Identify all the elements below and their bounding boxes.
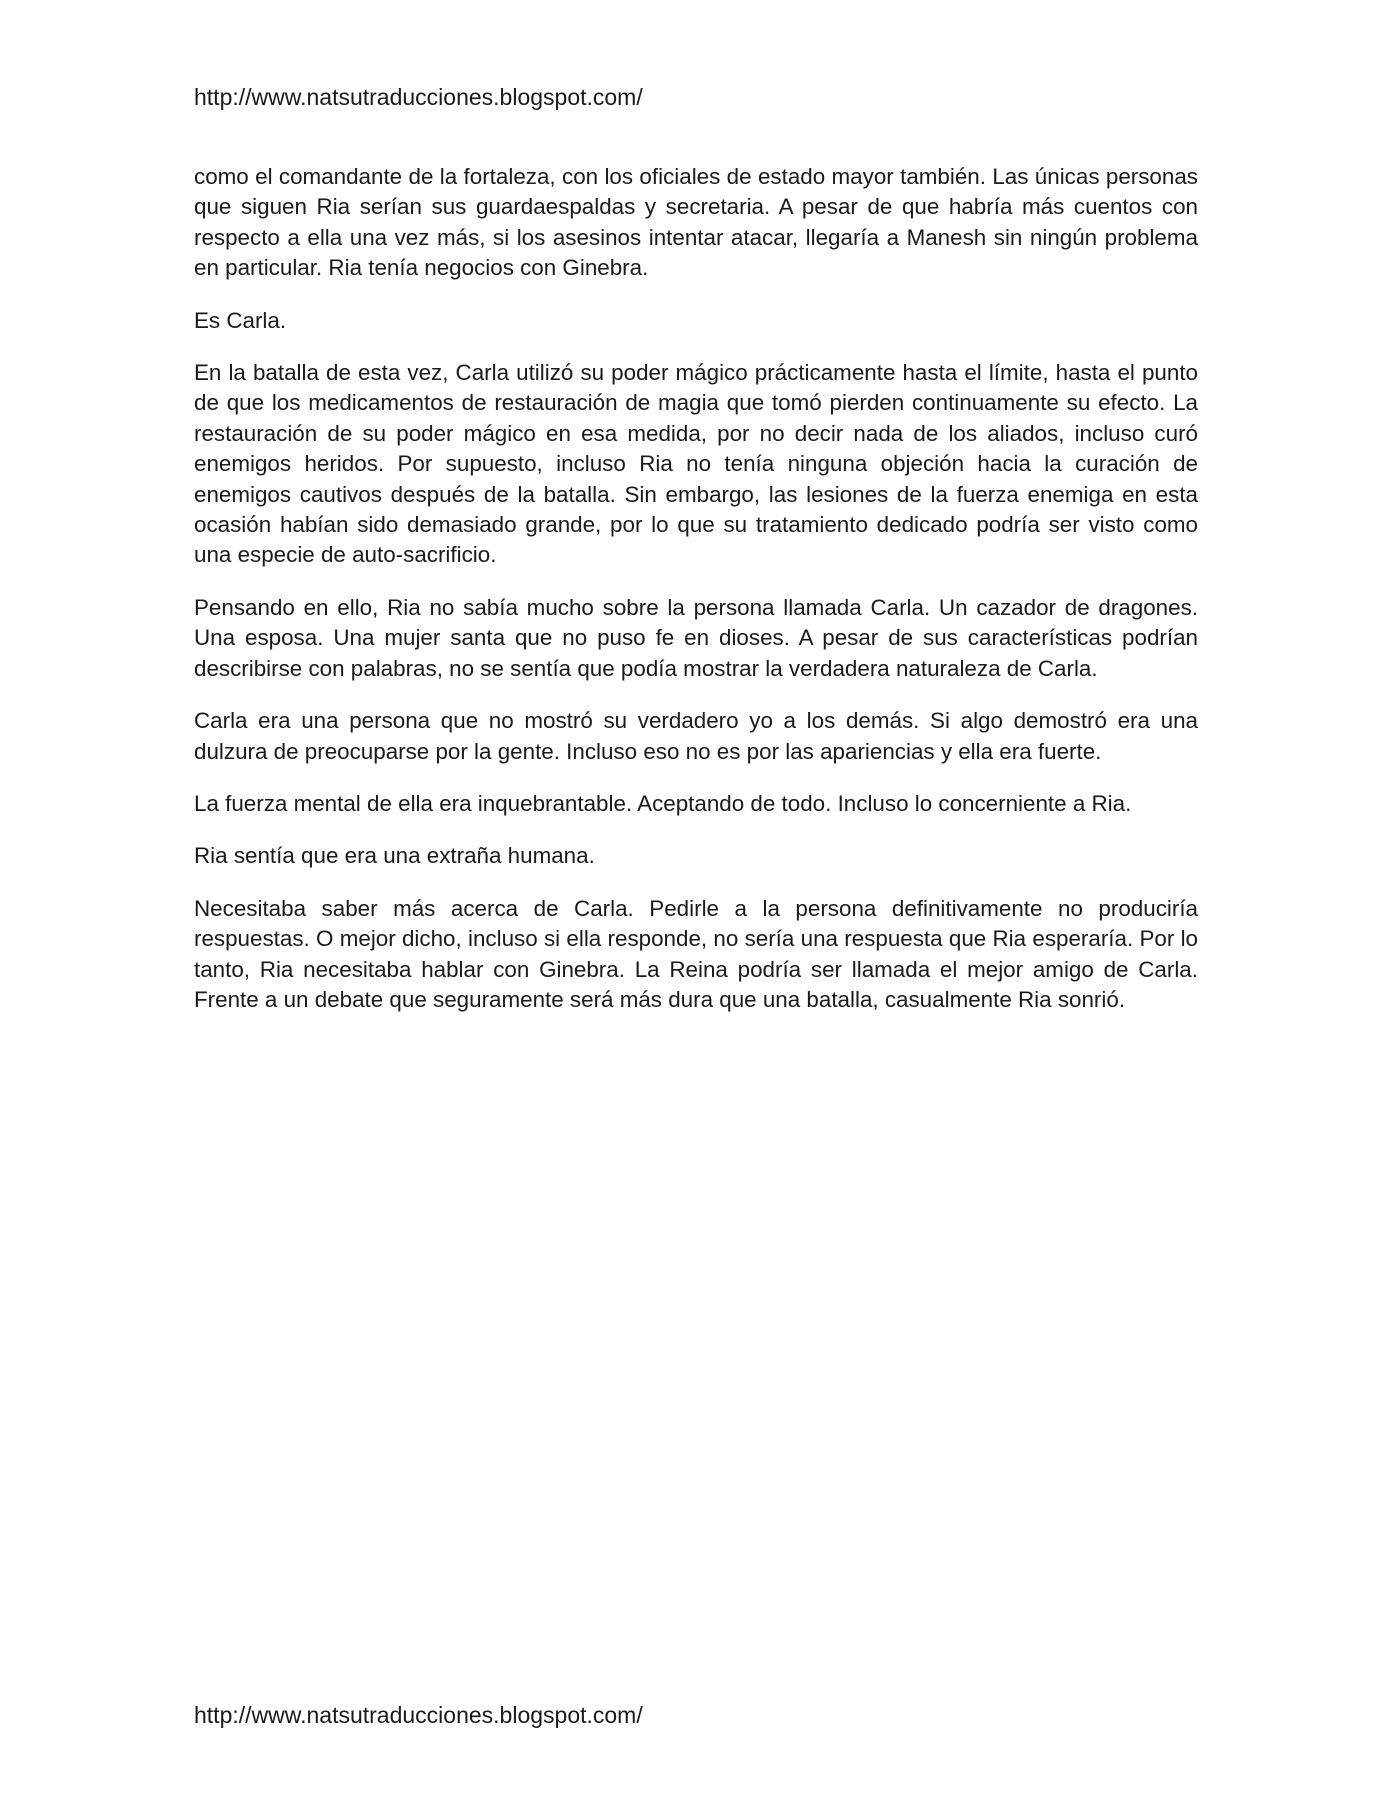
header-url: http://www.natsutraducciones.blogspot.com/ xyxy=(194,84,643,110)
footer-url: http://www.natsutraducciones.blogspot.com/ xyxy=(194,1702,643,1728)
paragraph-7: Ria sentía que era una extraña humana. xyxy=(194,843,595,869)
paragraph-8: Necesitaba saber más acerca de Carla. Pedirle a la persona definitivamente no produciría respuestas. O mejor dicho, incluso si ella responde, no sería una respuesta que Ria esperaría. Por lo tanto, Ria necesitaba hablar con Ginebra. La Reina podría ser llamada el mejor amigo de Carla. Frente a un debate que seguramente será más dura que una batalla, casualmente Ria sonrió. xyxy=(194,895,1198,1012)
paragraph-5: Carla era una persona que no mostró su verdadero yo a los demás. Si algo demostró era una dulzura de preocuparse por la gente. Incluso eso no es por las apariencias y ella era fuerte. xyxy=(194,708,1198,764)
paragraph-2: Es Carla. xyxy=(194,307,287,333)
paragraph-6: La fuerza mental de ella era inquebrantable. Aceptando de todo. Incluso lo concerniente a Ria. xyxy=(194,790,1132,816)
paragraph-4: Pensando en ello, Ria no sabía mucho sobre la persona llamada Carla. Un cazador de dragones. Una esposa. Una mujer santa que no puso fe en dioses. A pesar de sus características podrían describirse con palabras, no se sentía que podía mostrar la verdadera naturaleza de Carla. xyxy=(194,594,1198,681)
paragraph-1: como el comandante de la fortaleza, con los oficiales de estado mayor también. Las únicas personas que siguen Ria serían sus guardaespaldas y secretaria. A pesar de que habría más cuentos con respecto a ella una vez más, si los asesinos intentar atacar, llegaría a Manesh sin ningún problema en particular. Ria tenía negocios con Ginebra. xyxy=(194,164,1198,281)
paragraph-3: En la batalla de esta vez, Carla utilizó su poder mágico prácticamente hasta el límite, hasta el punto de que los medicamentos de restauración de magia que tomó pierden continuamente su efecto. La restauración de su poder mágico en esa medida, por no decir nada de los aliados, incluso curó enemigos heridos. Por supuesto, incluso Ria no tenía ninguna objeción hacia la curación de enemigos cautivos después de la batalla. Sin embargo, las lesiones de la fuerza enemiga en esta ocasión habían sido demasiado grande, por lo que su tratamiento dedicado podría ser visto como una especie de auto-sacrificio. xyxy=(194,360,1198,568)
document-body xyxy=(194,162,1198,1037)
